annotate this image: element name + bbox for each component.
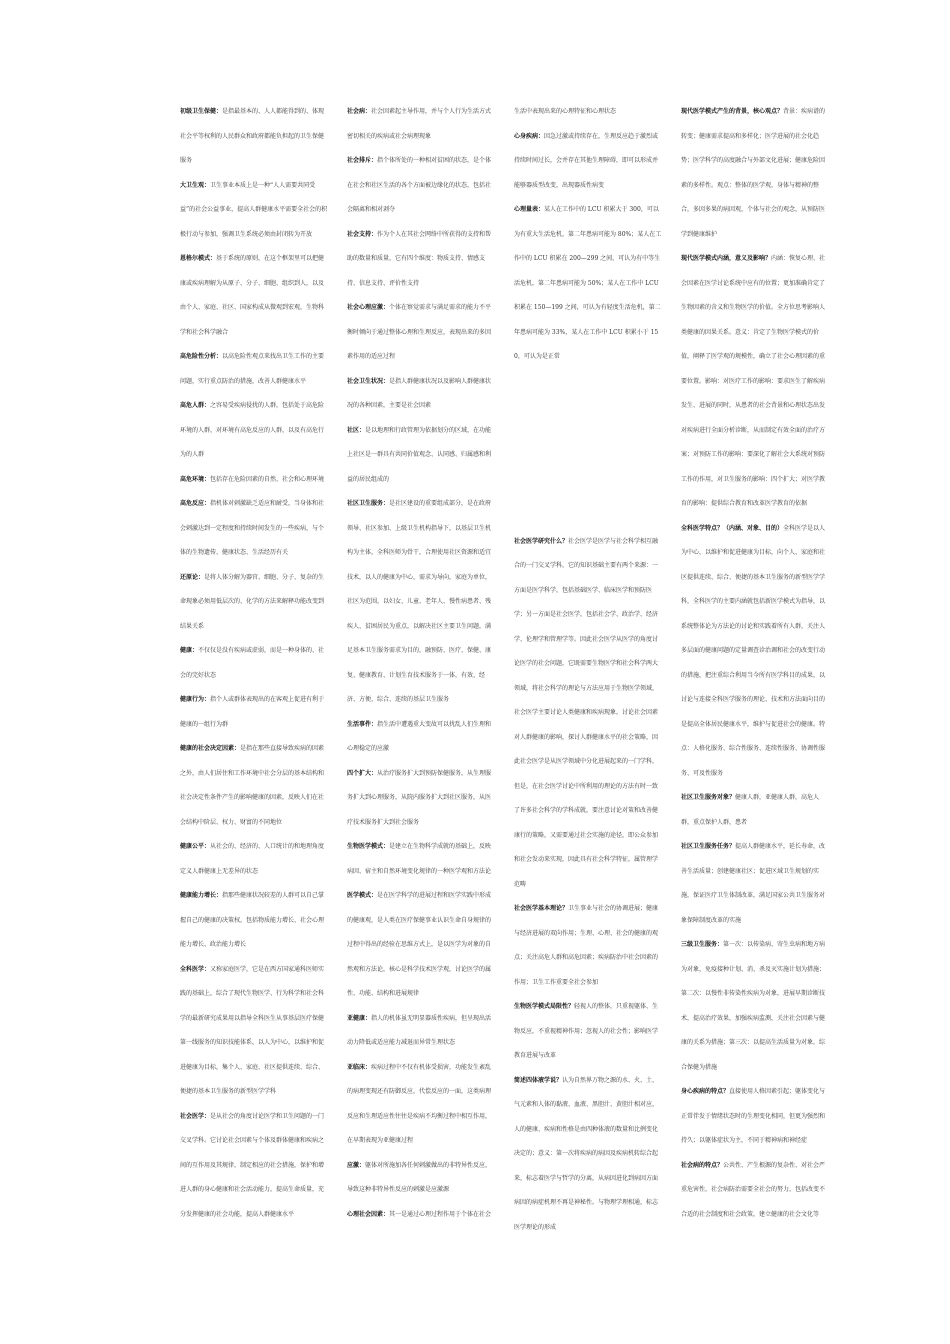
entry — [180, 492, 328, 566]
entry-text: 个体在察觉需求与满足需求的能力不平衡时倾向于通过整体心理和生理反应，表现出来的多因素作用的适应过程 — [347, 304, 492, 360]
entry — [180, 566, 328, 640]
entry-term: 心身疾病： — [514, 132, 545, 140]
entry — [180, 100, 328, 174]
entry-text: 社会医学是医学与社会科学相互融合的一门交叉学科，它的知识基础主要有两个来源：一方面是医学科学，包括基础医学、临床医学和预防医学；另一方面是社会医学，包括社会学、政治学、经济学、伦理学和管理学等。因此社会医学从医学的角度讨论医学的社会问题，它既需要生物医学和社会科学两大领域，将社会科学的理论与方法应用于生物医学领域，社会医学主要讨论人类健康和疾病现象，讨论社会因素对人群健康的影响，探讨人群健康水平的社会策略，因此社会医学是从医学领域中分化进展起来的一门学科，但是，在社会医学讨论中所利用的理论的方法有时一致了许多社会科学的学科成就，要注意讨论对策和改善健康行的策略，又需要通过社会实施的途径，即公众参加和社会发动来实现，因此具有社会科学特征，属管理学范畴 — [514, 537, 659, 888]
column-4 — [681, 100, 829, 1227]
entry-term: 简述四体液学说？ — [514, 1076, 563, 1084]
entry-text: 是指人群健康状况以及影响人群健康状况的各种因素，主要是社会因素 — [347, 377, 492, 409]
entry-term: 现代医学模式内涵，意义及影响？ — [681, 255, 772, 262]
entry-text: 社会因素起主导作用，并与个人行为生活方式密切相关的疾病或社会病理现象 — [347, 108, 492, 140]
entry-text: 第一次：以传染病、寄生虫病和地方病为对象，免疫接种计划、消、杀及灭实施计划为措施；第二次：以慢性非传染性疾病为对象，进展早期诊断技术，提高治疗效果，加强疾病监测，关注社会因素与健康的关系为措施；第三次：以提高生活质量为对象，综合保健为措施 — [681, 941, 826, 1071]
entry-term: 健康能力增长： — [180, 892, 223, 899]
column-3 — [514, 100, 662, 1240]
entry — [180, 394, 328, 468]
entry-text: 因急过激或持续存在，生理反应趋于激烈或持续时间过长，会并存在其他生理障碍，即可以形成并能够器质型改变，出现器质性病变 — [514, 132, 659, 189]
entry — [347, 713, 495, 762]
entry — [347, 1056, 495, 1154]
entry-term: 心理量表： — [514, 206, 545, 213]
entry — [681, 786, 829, 835]
entry-text: 从社会的、经济的、人口统计的和地理角度定义人群健康上无差异的状态 — [180, 843, 325, 875]
entry-term: 生物医学模式局限性？ — [514, 1003, 575, 1010]
entry — [180, 247, 328, 345]
entry — [514, 897, 662, 995]
entry-text: 之容易受疾病侵扰的人群，包括处于高危险环境的人群，对环境有高危反应的人群，以及有高危行为的人群 — [180, 402, 325, 458]
entry — [347, 762, 495, 836]
entry-term: 社区卫生服务： — [347, 500, 390, 507]
entry-text: 作为个人在其社会网络中所获得的支持和帮助的数量和质量，它有四个维度：物质支持、情感支持、信息支持、评价性支持 — [347, 230, 492, 287]
entry-term: 高危人群： — [180, 402, 211, 409]
entry-term: 四个扩大： — [347, 769, 378, 777]
entry-text: 卫生事业本质上是一种“人人需要共同受益”的社会公益事业，提高人群健康水平需要全社会的积极行动与参加，强调卫生系统必须由封闭转为开放 — [180, 181, 328, 238]
entry — [514, 125, 662, 199]
entry-term: 健康： — [180, 647, 199, 654]
entry-term: 社会医学基本理论？ — [514, 905, 569, 912]
entry — [681, 1154, 829, 1228]
entry — [180, 639, 328, 688]
entry-text: 是在医学科学的进展过程和医学实践中形成的健康观，是人类在医疗保健事业认识生命自身规律的过程中得出的经验在思维方式上，是以医学为对象的自然观和方法论，核心是科学技术医学观，讨论医学的属性、功能、结构和进展规律 — [347, 892, 492, 997]
entry-term: 三级卫生服务： — [681, 941, 724, 948]
entry-text: 卫生事业与社会的协调进展；健康与经济进展的双向作用；生理、心理、社会的健康的观点；关注高危人群和高危因素；疾病防治中社会因素的作用；卫生工作重要全社会参加 — [514, 905, 659, 986]
entry — [681, 247, 829, 517]
entry-term: 高危环境： — [180, 475, 211, 483]
entry-term: 生物医学模式： — [347, 843, 390, 850]
entry — [681, 1080, 829, 1154]
entry-text: 是建立在生物科学成就的基础上，反映病因、宿主和自然环境变化规律的一种医学观和方法论 — [347, 843, 492, 875]
entry-text: 内涵：恢复心理、社会因素在医学讨论系统中应有的位置；更加准确肯定了生物因素的含义和生物医学的价值。全方位思考影响人类健康的因果关系。意义：肯定了生物医学模式的价值，阐释了医学观的规模性，确立了社会心理因素的重要位置。影响：对医疗工作的影响：要求医生了解疾病发生、进展的同时，从患者的社会背景和心理状态出发对疾病进行全面分析诊断，从而制定有效全面的治疗方案；对预防工作的影响：要深化了解社会大系统对预防工作的作用，对卫生服务的影响：四个扩大；对医学教育的影响：提供综合教育和改革医学教育的依据 — [681, 255, 826, 507]
entry-text: 指个体所处的一种相对贫困的状态，是个体在社会和社区生活的各个方面被边缘化的状态，包括社会隔离和相对剥夺 — [347, 157, 492, 213]
entry-text: 指生活中遭遇重大变故可以扰乱人们生理和心理稳定的应激 — [347, 720, 492, 752]
entry — [347, 419, 495, 493]
entry — [180, 688, 328, 737]
entry-term: 生活事件： — [347, 720, 378, 728]
column-2 — [347, 100, 495, 1227]
entry-text: 提高人群健康水平，延长寿命，改善生活质量；创建健康社区；促进区域卫生规划的实施，保证医疗卫生体制改革，满足国家公共卫生服务对象保障制度改革的实施 — [681, 843, 826, 924]
entry-term: 社会排斥： — [347, 157, 378, 164]
entry — [681, 835, 829, 933]
entry — [180, 884, 328, 958]
entry-term: 大卫生观： — [180, 181, 211, 189]
entry-text: 其一是通过心理过程作用于个体在社会 — [389, 1210, 492, 1218]
entry — [514, 530, 662, 898]
entry-term: 社区： — [347, 426, 366, 434]
entry-text: 直接使用人格因素引起；躯体变化与正常伴发于情绪状态时的生理变化相同，但更为强烈和持久；以躯体症状为主，不同于精神病和神经症 — [681, 1088, 826, 1144]
entry-text: 生活中表现出来的心理特征和心理状态 — [514, 108, 617, 115]
entry-term: 初级卫生保健： — [180, 108, 223, 115]
entry-term: 现代医学模式产生的背景，核心观点？ — [681, 108, 784, 115]
entry-term: 社区卫生服务任务？ — [681, 843, 736, 850]
entry-text: 是指最基本的、人人都能得到的、体现社会平等权利的人民群众和政府都能负担起的卫生保健服务 — [180, 108, 325, 164]
entry-term: 社区卫生服务对象？ — [681, 794, 736, 801]
entry-term: 身心疾病的特点？ — [681, 1088, 730, 1095]
entry-text: 基于系统的原则，在这个框架里可以把健康或疾病理解为从原子、分子、细胞、组织到人，以及由个人、家庭、社区、国家构成从微观到宏观，生物科学和社会科学融合 — [180, 255, 325, 336]
entry — [681, 933, 829, 1080]
entry-text: 背景：疾病谱的转变；健康需求提高和多样化；医学进展的社会化趋势；医学科学的高度融合与外部文化进展；健康危险因素的多样性。观点：整体的医学观，身体与精神的整合，多因多果的病因观，个体与社会的观念，从预防医学到健康维护 — [681, 108, 826, 238]
entry — [347, 149, 495, 223]
entry-text: 健康人群，亚健康人群，高危人群，重点保护人群，患者 — [681, 794, 820, 826]
entry-term: 高危险性分析： — [180, 353, 223, 360]
entry — [514, 1069, 662, 1241]
entry — [514, 100, 662, 125]
entry-term: 社会医学： — [180, 1112, 211, 1120]
entry-term: 亚健康： — [347, 1014, 372, 1022]
entry — [180, 737, 328, 835]
entry-term: 社会病的特点？ — [681, 1161, 724, 1169]
entry-text: 从治疗服务扩大到预防保健服务，从生理服务扩大到心理服务，从院内服务扩大到社区服务，从医疗技术服务扩大到社会服务 — [347, 769, 492, 826]
entry — [681, 517, 829, 787]
entry-text: 是将人体分解为器官、细胞、分子、复杂的生命现象必须用低层次的、化学的方法来解释功能改变到结果关系 — [180, 573, 325, 630]
entry-text: 是从社会的角度讨论医学和卫生问题的一门交叉学科。它讨论社会因素与个体及群体健康和疾病之间的互作用及其规律，制定相应的社会措施，保护和增进人群的身心健康和社会活动能力，提高生命质量，充分发挥健康的社会功能，提高人群健康水平 — [180, 1112, 325, 1218]
entry — [681, 100, 829, 247]
entry-term: 高危反应： — [180, 500, 211, 507]
entry — [347, 492, 495, 713]
entry — [514, 995, 662, 1069]
entry — [347, 296, 495, 370]
entry-term: 社会心理应激： — [347, 304, 390, 311]
entry-term: 社会卫生状况： — [347, 377, 390, 385]
entry-text: 疾病过程中不仅有机体受损害，功能发生紊乱的病理变现还有防御反应，代偿反应的一面，这类病理反应和生理适应性往往是疾病不均衡过程中相互作用，在早期表现为亚健康过程 — [347, 1063, 492, 1144]
entry-text: 认为自然界万物之源的水、火、土、气元素和人体的黏液、血液、黑胆汁、黄胆汁相对应，人的健康、疾病和性格是由四种体液的数量和比例变化决定的；意义：第一次将疾病的病因及疾病机转综合起来，标志着医学与哲学的分离，从病因进化到病因方面病因的病症机理不再是神秘性。与物理学理相通，标志医学理论的形成 — [514, 1076, 659, 1231]
entry-text: 不仅仅是没有疾病或虚弱，而是一种身体的、社会的完好状态 — [180, 647, 325, 679]
entry-text: 指机体对刺激缺乏适应和耐受，当身体和社会刺激达到一定程度和持续时间发生的一些疾病，与个体的生物遗传、健康状态、生活经历有关 — [180, 500, 325, 556]
entry-term: 社会支持： — [347, 230, 378, 238]
entry-term: 全科医学特点？（内涵、对象、目的） — [681, 524, 784, 532]
entry-text: 公共性、产生根源的复杂性、对社会严重危害性，社会病防治需要全社会的努力，包括改变不合适的社会制度和社会政策，建立健康的社会文化等 — [681, 1161, 826, 1218]
entry — [347, 835, 495, 884]
entry-term: 健康公平： — [180, 843, 211, 850]
entry — [347, 100, 495, 149]
entry-text: 是指在那些直接导致疾病的因素之外，由人们居住和工作环境中社会分层的基本结构和社会决定性条件产生的影响健康的因素，反映人们在社会结构中阶层、权力、财富的不同地位 — [180, 745, 325, 826]
entry-term: 心理社会因素： — [347, 1210, 390, 1218]
entry-term: 恩格尔模式： — [180, 255, 217, 262]
entry-text: 又称家庭医学，它是在西方国家通科医师实践的基础上，综合了现代生物医学、行为科学和社会科学的最新研究成果用以指导全科医生从事基层医疗保健第一线服务的知识技能体系，以人为中心，以维护和促进健康为目标，集个人、家庭、社区提供连续、综合、便捷的基本卫生服务的新型医学学科 — [180, 965, 325, 1095]
column-gap — [514, 370, 662, 530]
entry — [180, 1105, 328, 1228]
column-1 — [180, 100, 328, 1227]
entry — [347, 223, 495, 297]
entry — [347, 1007, 495, 1056]
entry — [347, 884, 495, 1007]
entry — [347, 370, 495, 419]
entry-term: 全科医学： — [180, 965, 211, 973]
entry-term: 社会医学研究什么？ — [514, 537, 569, 545]
entry — [180, 468, 328, 493]
entry-term: 亚临床： — [347, 1063, 372, 1071]
entry-text: 是社区建设的重要组成部分，是在政府领导、社区参加、上级卫生机构指导下，以基层卫生机构为主体，全科医师为骨干，合理使用社区资源和适宜技术，以人的健康为中心，需求为导向，家庭为单位，社区为范围，以妇女、儿童、老年人、慢性病患者、残疾人、贫困居民为重点，以解决社区主要卫生问题，满足基本卫生服务需求为目的，融预防、医疗、保健、康复、健康教育、计划生育技术服务于一体，有效、经济、方便、综合、连续的基层卫生服务 — [347, 500, 492, 703]
entry-text: 是以地理和行政管理为依据划分的区域，在功能上社区是一群具有共同价值观念、认同感、归属感和利益的居民组成的 — [347, 426, 492, 483]
entry — [514, 198, 662, 370]
entry — [180, 958, 328, 1105]
entry — [180, 174, 328, 248]
entry-term: 健康的社会决定因素： — [180, 745, 241, 752]
entry — [347, 1154, 495, 1203]
entry-text: 全科医学是以人为中心，以维护和促进健康为目标，向个人、家庭和社区提供连续、综合、便捷的基本卫生服务的新型医学学科，全科医学的主要内涵就包括新医学模式为指导，以系统整体论为方法论的讨论和实践着所有人群，关注人多层面的健康问题的定量调查诊治调和社会的改变行动的措施，把注重综合利用当今所有医学科目的成果，以讨论与连接全科医学服务的理论、技术和方法面向目的是提高全体居民健康水平，维护与促进社会的健康。特点：人格化服务、综合性服务、连续性服务、协调性服务、可及性服务 — [681, 524, 826, 777]
entry-text: 以高危险性观点来找出卫生工作的主要问题，实行重点防治的措施，改善人群健康水平 — [180, 353, 325, 385]
entry-text: 指个人或群体表现出的在客观上促进有利于健康的一组行为群 — [180, 696, 325, 728]
entry-text: 指人的机体虽无明显器质性疾病，但呈现出活动力降低或适应能力减退而异常生理状态 — [347, 1014, 492, 1046]
entry-text: 躯体对所施加各任何刺激做出的非特异性反应，导致这种非特异性反应的刺激是应激源 — [347, 1161, 492, 1193]
entry-term: 应激： — [347, 1161, 366, 1169]
entry-text: 轻视人的整体，只重视躯体、生物反应，不重视精神作用；忽视人的社会性；影响医学教育进展与改革 — [514, 1003, 659, 1059]
entry-term: 社会病： — [347, 108, 372, 115]
entry-text: 指那些健康状况较差的人群可以自己掌握自己的健康的决策权，包括物质能力增长、社会心理能力增长、政治能力增长 — [180, 892, 325, 948]
entry-term: 医学模式： — [347, 892, 378, 899]
entry — [180, 345, 328, 394]
entry — [180, 835, 328, 884]
entry-text: 某人在工作中的 LCU 积累大于 300，可以为有重大生活危机，第二年患病可能为 80%；某人在工作中的 LCU 积累在 200—299 之间，可认为有中等生活危机，第二年患病可能为 50%；某人在工作中 LCU 积累在 150—199 之间，可认为有轻度生活危机，第二年患病可能为 33%，某人在工作中 LCU 积累小于 150，可认为是正常 — [514, 206, 662, 360]
entry-text: 包括存在危险因素的自然、社会和心理环境 — [210, 475, 325, 483]
entry — [347, 1203, 495, 1228]
entry-term: 健康行为： — [180, 696, 211, 703]
entry-term: 还原论： — [180, 573, 205, 581]
